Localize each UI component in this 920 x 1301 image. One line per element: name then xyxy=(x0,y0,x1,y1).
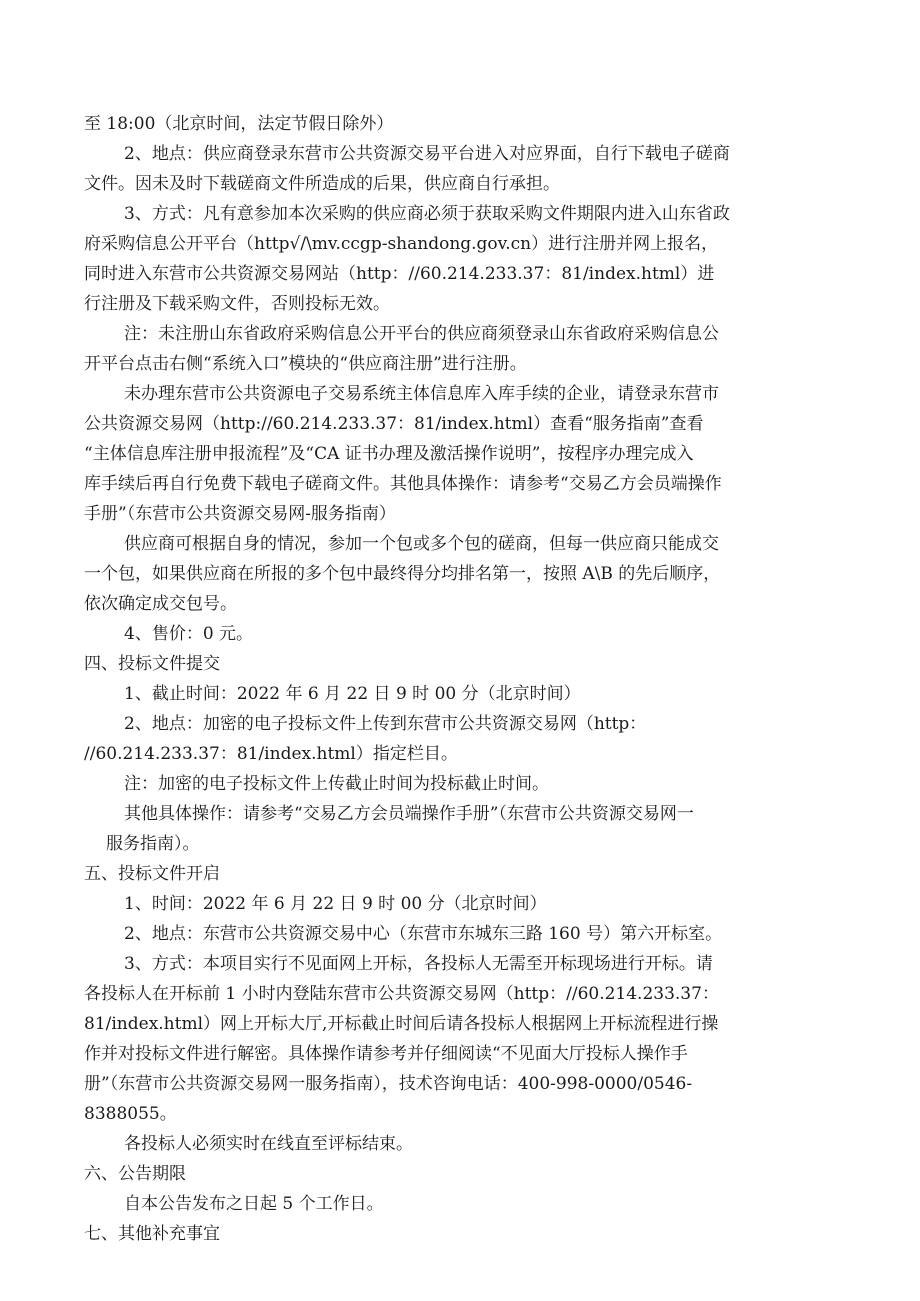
text-line: 4、售价：0 元。 xyxy=(124,624,254,644)
text-line: 8388055。 xyxy=(84,1104,177,1124)
text-line: “主体信息库注册申报流程”及“CA 证书办理及激活操作说明”，按程序办理完成入 xyxy=(84,444,694,464)
text-line: 册”（东营市公共资源交易网一服务指南），技术咨询电话：400-998-0000/0546- xyxy=(84,1074,693,1094)
text-line: 开平台点击右侧“系统入口”模块的“供应商注册”进行注册。 xyxy=(84,354,527,374)
text-line: 2、地点：加密的电子投标文件上传到东营市公共资源交易网（http： xyxy=(124,714,647,734)
text-line: 至 18:00（北京时间，法定节假日除外） xyxy=(84,114,394,134)
text-line: 2、地点：供应商登录东营市公共资源交易平台进入对应界面，自行下载电子磋商 xyxy=(124,144,730,164)
text-line: 1、截止时间：2022 年 6 月 22 日 9 时 00 分（北京时间） xyxy=(124,684,581,704)
text-line: 文件。因未及时下载磋商文件所造成的后果，供应商自行承担。 xyxy=(84,174,560,194)
section-heading: 四、投标文件提交 xyxy=(84,654,220,674)
text-line: 供应商可根据自身的情况，参加一个包或多个包的磋商，但每一供应商只能成交 xyxy=(124,534,719,554)
text-line: 公共资源交易网（http://60.214.233.37：81/index.html）查看“服务指南”查看 xyxy=(84,414,704,434)
text-line: //60.214.233.37：81/index.html）指定栏目。 xyxy=(84,744,458,764)
text-line: 未办理东营市公共资源电子交易系统主体信息库入库手续的企业，请登录东营市 xyxy=(124,384,719,404)
text-line: 注：加密的电子投标文件上传截止时间为投标截止时间。 xyxy=(124,774,549,794)
section-heading: 六、公告期限 xyxy=(84,1164,186,1184)
section-heading: 五、投标文件开启 xyxy=(84,864,220,884)
text-line: 库手续后再自行免费下载电子磋商文件。其他具体操作：请参考“交易乙方会员端操作 xyxy=(84,474,722,494)
text-line: 行注册及下载采购文件，否则投标无效。 xyxy=(84,294,390,314)
text-line: 手册”（东营市公共资源交易网-服务指南） xyxy=(84,504,396,524)
text-line: 各投标人必须实时在线直至评标结束。 xyxy=(124,1134,413,1154)
text-line: 府采购信息公开平台（http√/\mv.ccgp-shandong.gov.cn）进行注册并网上报名， xyxy=(84,234,719,254)
text-line: 一个包，如果供应商在所报的多个包中最终得分均排名第一，按照 A\B 的先后顺序， xyxy=(84,564,721,584)
text-line: 2、地点：东营市公共资源交易中心（东营市东城东三路 160 号）第六开标室。 xyxy=(124,924,723,944)
text-line: 依次确定成交包号。 xyxy=(84,594,237,614)
text-line: 其他具体操作：请参考“交易乙方会员端操作手册”（东营市公共资源交易网一 xyxy=(124,804,694,824)
text-line: 自本公告发布之日起 5 个工作日。 xyxy=(124,1194,384,1214)
text-line: 1、时间：2022 年 6 月 22 日 9 时 00 分（北京时间） xyxy=(124,894,547,914)
text-line: 各投标人在开标前 1 小时内登陆东营市公共资源交易网（http：//60.214.233.37： xyxy=(84,984,719,1004)
text-line: 作并对投标文件进行解密。具体操作请参考并仔细阅读“不见面大厅投标人操作手 xyxy=(84,1044,688,1064)
text-line: 服务指南）。 xyxy=(106,834,200,854)
text-line: 3、方式：凡有意参加本次采购的供应商必须于获取采购文件期限内进入山东省政 xyxy=(124,204,730,224)
text-line: 3、方式：本项目实行不见面网上开标，各投标人无需至开标现场进行开标。请 xyxy=(124,954,713,974)
text-line: 注：未注册山东省政府采购信息公开平台的供应商须登录山东省政府采购信息公 xyxy=(124,324,719,344)
text-line: 81/index.html）网上开标大厅,开标截止时间后请各投标人根据网上开标流程进行操 xyxy=(84,1014,719,1034)
text-line: 同时进入东营市公共资源交易网站（http：//60.214.233.37：81/index.html）进 xyxy=(84,264,715,284)
section-heading: 七、其他补充事宜 xyxy=(84,1224,220,1244)
